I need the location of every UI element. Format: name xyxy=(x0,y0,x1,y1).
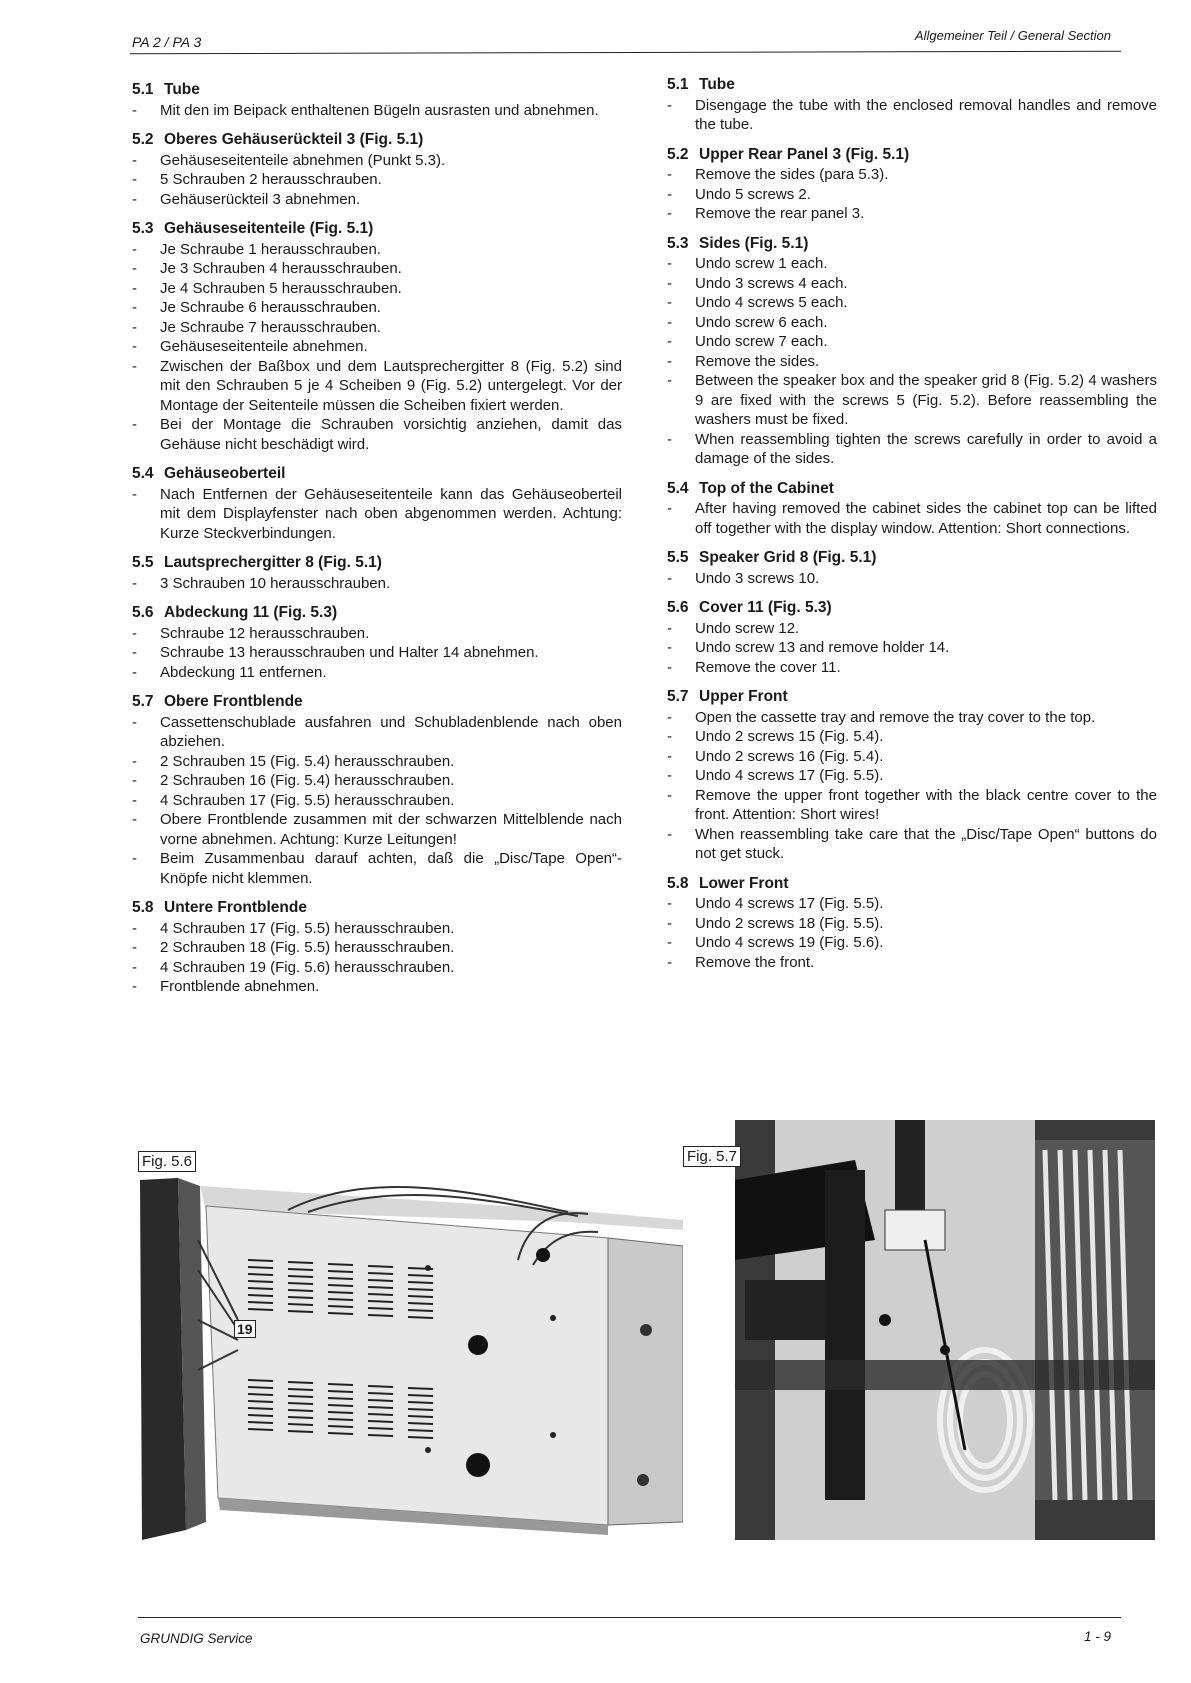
list-item: - Undo screw 13 and remove holder 14. xyxy=(667,638,1157,658)
section-title xyxy=(132,898,622,918)
section-number: 5.1 xyxy=(132,81,154,98)
list-item: - Beim Zusammenbau darauf achten, daß die „Disc/Tape Open“-Knöpfe nicht klemmen. xyxy=(132,849,622,888)
section-number: 5.3 xyxy=(132,220,154,237)
section-title xyxy=(132,219,622,239)
step-list xyxy=(667,96,1157,135)
list-item: - Undo 4 screws 17 (Fig. 5.5). xyxy=(667,766,1157,786)
list-item: - 2 Schrauben 15 (Fig. 5.4) herausschrauben. xyxy=(132,752,622,772)
section-5-1 xyxy=(667,75,1157,135)
section-number: 5.5 xyxy=(132,554,154,571)
section-heading: Sides (Fig. 5.1) xyxy=(699,234,809,252)
list-item: - Remove the upper front together with the black centre cover to the front. Attention: Short wires! xyxy=(667,786,1157,825)
list-item: - Gehäuseseitenteile abnehmen (Punkt 5.3). xyxy=(132,151,622,171)
step-list xyxy=(667,894,1157,972)
step-list xyxy=(132,919,622,997)
section-heading: Untere Frontblende xyxy=(164,899,307,916)
list-item: - Undo 2 screws 18 (Fig. 5.5). xyxy=(667,914,1157,934)
section-title xyxy=(667,687,1157,707)
step-list xyxy=(667,499,1157,538)
section-number: 5.8 xyxy=(132,899,154,916)
list-item: - Frontblende abnehmen. xyxy=(132,977,622,997)
list-item: - 3 Schrauben 10 herausschrauben. xyxy=(132,574,622,594)
section-title xyxy=(667,479,1157,499)
page-number: 1 - 9 xyxy=(1083,1629,1111,1644)
section-title xyxy=(667,598,1157,618)
fig-5-6-label: Fig. 5.6 xyxy=(138,1151,196,1172)
step-list xyxy=(132,151,622,210)
step-list xyxy=(132,574,622,594)
list-item: - Undo 2 screws 15 (Fig. 5.4). xyxy=(667,727,1157,747)
list-item: - 2 Schrauben 18 (Fig. 5.5) herausschrauben. xyxy=(132,938,622,958)
step-list xyxy=(132,101,622,121)
step-list xyxy=(667,708,1157,864)
section-5-2 xyxy=(667,145,1157,224)
list-item: - Remove the front. xyxy=(667,953,1157,973)
english-column xyxy=(667,75,1157,982)
list-item: - Remove the sides (para 5.3). xyxy=(667,165,1157,185)
section-5-5 xyxy=(132,553,622,593)
section-title xyxy=(132,603,622,623)
list-item: - Undo screw 1 each. xyxy=(667,254,1157,274)
section-heading: Gehäuseseitenteile (Fig. 5.1) xyxy=(164,220,374,237)
list-item: - Je Schraube 6 herausschrauben. xyxy=(132,298,622,318)
footer-rule xyxy=(138,1617,1121,1618)
section-heading: Speaker Grid 8 (Fig. 5.1) xyxy=(699,549,877,566)
step-list xyxy=(132,240,622,455)
footer-brand: GRUNDIG Service xyxy=(140,1631,253,1646)
section-heading: Gehäuseoberteil xyxy=(164,465,286,482)
section-5-3 xyxy=(667,234,1157,469)
section-number: 5.8 xyxy=(667,874,689,892)
step-list xyxy=(667,569,1157,589)
list-item: - Undo screw 6 each. xyxy=(667,313,1157,333)
list-item: - Je 3 Schrauben 4 herausschrauben. xyxy=(132,259,622,279)
section-heading: Tube xyxy=(164,81,200,98)
list-item: - 2 Schrauben 16 (Fig. 5.4) herausschrauben. xyxy=(132,771,622,791)
fig-5-7-photo xyxy=(735,1120,1155,1540)
section-heading: Upper Rear Panel 3 (Fig. 5.1) xyxy=(699,145,910,163)
chassis-illustration xyxy=(138,1150,683,1545)
section-5-6 xyxy=(667,598,1157,677)
list-item: - Undo screw 12. xyxy=(667,619,1157,639)
section-5-2 xyxy=(132,130,622,209)
section-number: 5.4 xyxy=(667,479,689,497)
section-heading: Oberes Gehäuserückteil 3 (Fig. 5.1) xyxy=(164,131,424,148)
step-list xyxy=(667,619,1157,678)
section-5-7 xyxy=(132,692,622,888)
list-item: - When reassembling tighten the screws carefully in order to avoid a damage of the sides. xyxy=(667,430,1157,469)
list-item: - Obere Frontblende zusammen mit der schwarzen Mittelblende nach vorne abnehmen. Achtung: Kurze Leitungen! xyxy=(132,810,622,849)
section-number: 5.3 xyxy=(667,234,689,252)
list-item: - Undo 4 screws 5 each. xyxy=(667,293,1157,313)
list-item: - Gehäuserückteil 3 abnehmen. xyxy=(132,190,622,210)
list-item: - Undo 4 screws 17 (Fig. 5.5). xyxy=(667,894,1157,914)
section-heading: Lower Front xyxy=(699,874,789,892)
section-heading: Upper Front xyxy=(699,688,788,705)
section-number: 5.4 xyxy=(132,465,154,482)
section-number: 5.7 xyxy=(132,693,154,710)
section-title xyxy=(132,80,622,100)
step-list xyxy=(132,485,622,544)
list-item: - Zwischen der Baßbox und dem Lautsprechergitter 8 (Fig. 5.2) sind mit den Schrauben 5 je 4 Scheiben 9 (Fig. 5.2) untergelegt. Vor der Montage der Seitenteile müssen die Scheiben fixiert werden. xyxy=(132,357,622,416)
callout-19: 19 xyxy=(234,1320,256,1338)
section-heading: Cover 11 (Fig. 5.3) xyxy=(699,599,832,616)
list-item: - When reassembling take care that the „Disc/Tape Open“ buttons do not get stuck. xyxy=(667,825,1157,864)
list-item: - Je Schraube 1 herausschrauben. xyxy=(132,240,622,260)
mechanism-illustration xyxy=(735,1120,1155,1540)
section-heading: Abdeckung 11 (Fig. 5.3) xyxy=(164,604,338,621)
list-item: - 5 Schrauben 2 herausschrauben. xyxy=(132,170,622,190)
list-item: - Schraube 13 herausschrauben und Halter 14 abnehmen. xyxy=(132,643,622,663)
section-5-4 xyxy=(132,464,622,543)
section-title xyxy=(132,553,622,573)
list-item: - Remove the cover 11. xyxy=(667,658,1157,678)
step-list xyxy=(132,624,622,683)
german-column xyxy=(132,80,622,1007)
list-item: - Undo screw 7 each. xyxy=(667,332,1157,352)
list-item: - Undo 3 screws 10. xyxy=(667,569,1157,589)
list-item: - After having removed the cabinet sides the cabinet top can be lifted off together with the display window. Attention: Short connections. xyxy=(667,499,1157,538)
section-number: 5.7 xyxy=(667,688,689,705)
fig-5-7-label: Fig. 5.7 xyxy=(683,1146,741,1167)
section-title xyxy=(132,130,622,150)
section-5-8 xyxy=(667,874,1157,973)
list-item: - Mit den im Beipack enthaltenen Bügeln ausrasten und abnehmen. xyxy=(132,101,622,121)
list-item: - Remove the sides. xyxy=(667,352,1157,372)
list-item: - 4 Schrauben 19 (Fig. 5.6) herausschrauben. xyxy=(132,958,622,978)
list-item: - Abdeckung 11 entfernen. xyxy=(132,663,622,683)
section-5-1 xyxy=(132,80,622,120)
list-item: - Disengage the tube with the enclosed removal handles and remove the tube. xyxy=(667,96,1157,135)
section-5-8 xyxy=(132,898,622,997)
section-heading: Top of the Cabinet xyxy=(699,479,834,497)
section-title xyxy=(667,145,1157,165)
section-title xyxy=(132,692,622,712)
list-item: - Open the cassette tray and remove the tray cover to the top. xyxy=(667,708,1157,728)
section-5-6 xyxy=(132,603,622,682)
list-item: - 4 Schrauben 17 (Fig. 5.5) herausschrauben. xyxy=(132,919,622,939)
section-5-5 xyxy=(667,548,1157,588)
section-5-7 xyxy=(667,687,1157,864)
list-item: - Je 4 Schrauben 5 herausschrauben. xyxy=(132,279,622,299)
section-number: 5.6 xyxy=(132,604,154,621)
step-list xyxy=(132,713,622,889)
list-item: - Undo 3 screws 4 each. xyxy=(667,274,1157,294)
section-title xyxy=(667,874,1157,894)
section-number: 5.6 xyxy=(667,599,689,616)
section-title xyxy=(132,464,622,484)
list-item: - Schraube 12 herausschrauben. xyxy=(132,624,622,644)
section-title xyxy=(667,234,1157,254)
section-heading: Tube xyxy=(699,76,735,93)
list-item: - Undo 4 screws 19 (Fig. 5.6). xyxy=(667,933,1157,953)
list-item: - Nach Entfernen der Gehäuseseitenteile kann das Gehäuseoberteil mit dem Displayfenster nach oben abgenommen werden. Achtung: Kurze Steckverbindungen. xyxy=(132,485,622,544)
section-number: 5.2 xyxy=(667,145,689,163)
list-item: - 4 Schrauben 17 (Fig. 5.5) herausschrauben. xyxy=(132,791,622,811)
section-5-3 xyxy=(132,219,622,454)
list-item: - Je Schraube 7 herausschrauben. xyxy=(132,318,622,338)
header-section: Allgemeiner Teil / General Section xyxy=(914,28,1111,43)
list-item: - Between the speaker box and the speaker grid 8 (Fig. 5.2) 4 washers 9 are fixed with the screws 5 (Fig. 5.2). Before reassembling the washers must be fixed. xyxy=(667,371,1157,430)
section-number: 5.1 xyxy=(667,76,689,93)
section-title xyxy=(667,548,1157,568)
list-item: - Undo 5 screws 2. xyxy=(667,185,1157,205)
list-item: - Gehäuseseitenteile abnehmen. xyxy=(132,337,622,357)
list-item: - Undo 2 screws 16 (Fig. 5.4). xyxy=(667,747,1157,767)
section-number: 5.2 xyxy=(132,131,154,148)
section-heading: Lautsprechergitter 8 (Fig. 5.1) xyxy=(164,554,382,571)
list-item: - Bei der Montage die Schrauben vorsichtig anziehen, damit das Gehäuse nicht beschädigt wird. xyxy=(132,415,622,454)
step-list xyxy=(667,165,1157,224)
section-number: 5.5 xyxy=(667,549,689,566)
step-list xyxy=(667,254,1157,469)
section-heading: Obere Frontblende xyxy=(164,693,303,710)
list-item: - Remove the rear panel 3. xyxy=(667,204,1157,224)
header-model: PA 2 / PA 3 xyxy=(132,34,202,50)
section-title xyxy=(667,75,1157,95)
list-item: - Cassettenschublade ausfahren und Schubladenblende nach oben abziehen. xyxy=(132,713,622,752)
header-rule xyxy=(130,51,1121,55)
section-5-4 xyxy=(667,479,1157,539)
fig-5-6-photo xyxy=(138,1150,683,1545)
